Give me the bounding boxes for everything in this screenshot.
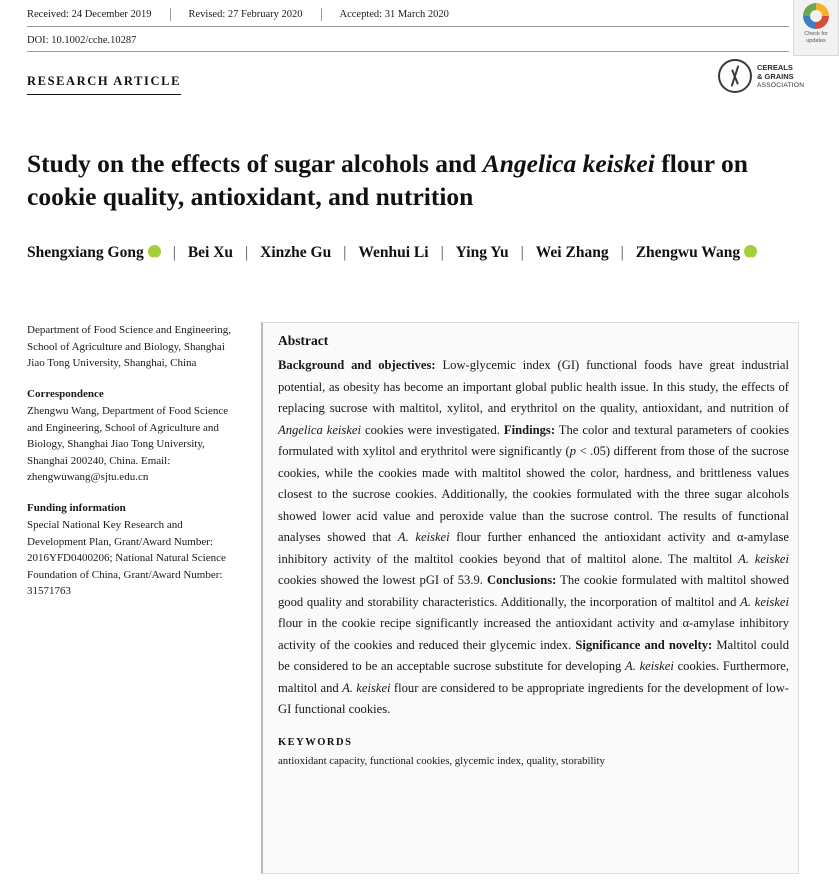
- author-name[interactable]: Bei Xu: [187, 244, 234, 261]
- italic-term: A. keiskei: [342, 680, 391, 695]
- dates-divider-2: [321, 8, 322, 21]
- title-part-2: flour on cookie quality, antioxidant, and nutrition: [27, 149, 748, 212]
- crossmark-label-1: Check for: [804, 31, 828, 37]
- abstract-section-label: Findings:: [503, 422, 556, 437]
- left-metadata-column: [27, 322, 239, 614]
- orcid-icon[interactable]: [744, 245, 757, 258]
- abstract-section-label: Background and objectives:: [278, 358, 436, 372]
- correspondence-heading: Correspondence: [27, 387, 104, 400]
- italic-term: A. keiskei: [740, 594, 789, 609]
- affiliation-text: Department of Food Science and Engineering, School of Agriculture and Biology, Shanghai Jiao Tong University, Shanghai, China: [27, 324, 232, 369]
- doi-text[interactable]: DOI: 10.1002/cche.10287: [27, 35, 137, 46]
- correspondence-text: Zhengwu Wang, Department of Food Science and Engineering, School of Agriculture and Biology, Shanghai Jiao Tong University, Shanghai 200240, China.: [27, 405, 229, 467]
- correspondence-block: [27, 386, 239, 486]
- wheat-stalk-icon: [718, 59, 752, 93]
- author-separator: |: [440, 244, 444, 261]
- funding-heading: Funding information: [27, 501, 126, 514]
- accepted-date: Accepted: 31 March 2020: [339, 9, 449, 20]
- abstract-heading: Abstract: [278, 333, 329, 348]
- funding-text: Special National Key Research and Development Plan, Grant/Award Number: 2016YFD0400206; National Natural Science Foundation of China, Grant/Award Number: 31571763: [27, 519, 226, 597]
- author-separator: |: [343, 244, 347, 261]
- abstract-section-label: Significance and novelty:: [575, 637, 713, 652]
- abstract-body: [278, 355, 789, 721]
- logo-line-2: & GRAINS: [757, 71, 794, 81]
- italic-term: A. keiskei: [625, 659, 674, 673]
- revised-date: Revised: 27 February 2020: [188, 9, 303, 20]
- doi-rule: [27, 51, 789, 52]
- keywords-heading: KEYWORDS: [278, 736, 353, 748]
- dates-divider-1: [170, 8, 171, 21]
- correspondence-email[interactable]: Email: zhengwuwang@sjtu.edu.cn: [27, 454, 171, 483]
- italic-term: A. keiskei: [738, 551, 789, 566]
- crossmark-icon: [803, 3, 829, 29]
- title-italic-species: Angelica keiskei: [482, 149, 655, 179]
- keywords-text: antioxidant capacity, functional cookies, glycemic index, quality, storability: [278, 754, 605, 767]
- abstract-paragraph: Background and objectives: Low-glycemic index (GI) functional foods have great industrial potential, as obesity has become an important global public health issue. In this study, the effects of replacing sucrose with maltitol, xylitol, and erythritol on the quality, antioxidant, and nutrition of Angelica keiskei cookies were investigated. Findings: The color and textural parameters of cookies formulated with xylitol and erythritol were significantly (p < .05) different from those of the sucrose cookies, while the cookies made with maltitol showed the color, hardness, and brittleness values closest to the sucrose cookies. Additionally, the cookies formulated with the three sugar alcohols showed lower acid value and peroxide value than the sucrose control. The results of functional analyses showed that A. keiskei flour further enhanced the antioxidant activity and α-amylase inhibitory activity of the maltitol cookies beyond that of maltitol alone. The maltitol A. keiskei cookies showed the lowest pGI of 53.9. Conclusions: The cookie formulated with maltitol showed good quality and storability characteristics. Additionally, the incorporation of maltitol and A. keiskei flour in the cookie recipe significantly increased the antioxidant activity and α-amylase inhibitory activity of the cookies and reduced their glycemic index. Significance and novelty: Maltitol could be considered to be an acceptable sucrose substitute for developing A. keiskei cookies. Furthermore, maltitol and A. keiskei flour are considered to be appropriate ingredients for the development of low-GI functional cookies.: [278, 358, 790, 716]
- affiliation-block: [27, 322, 239, 372]
- author-name[interactable]: Shengxiang Gong: [27, 244, 144, 261]
- publication-dates-bar: [27, 8, 789, 27]
- logo-line-3: ASSOCIATION: [757, 81, 805, 89]
- author-name[interactable]: Wenhui Li: [358, 244, 429, 261]
- author-separator: |: [172, 244, 176, 261]
- abstract-box: [261, 322, 799, 874]
- crossmark-badge[interactable]: [793, 0, 839, 56]
- abstract-section-label: Conclusions:: [487, 573, 557, 587]
- author-separator: |: [245, 244, 249, 261]
- author-separator: |: [520, 244, 524, 261]
- author-separator: |: [620, 244, 624, 261]
- author-name[interactable]: Zhengwu Wang: [635, 244, 741, 261]
- author-name[interactable]: Xinzhe Gu: [260, 244, 332, 261]
- crossmark-label-2: updates: [806, 38, 826, 44]
- author-name[interactable]: Ying Yu: [455, 244, 509, 261]
- italic-term: A. keiskei: [397, 530, 450, 544]
- author-name[interactable]: Wei Zhang: [535, 244, 609, 261]
- author-list: [27, 236, 787, 269]
- logo-line-1: CEREALS: [757, 62, 793, 72]
- article-type-label: RESEARCH ARTICLE: [27, 74, 181, 95]
- funding-block: [27, 500, 239, 600]
- italic-term: Angelica keiskei: [278, 422, 362, 437]
- cereals-grains-association-logo: [718, 58, 805, 94]
- page-title: [27, 147, 787, 213]
- title-part-1: Study on the effects of sugar alcohols and: [27, 149, 483, 179]
- orcid-icon[interactable]: [148, 245, 161, 258]
- received-date: Received: 24 December 2019: [27, 9, 152, 20]
- italic-term: p: [569, 444, 577, 458]
